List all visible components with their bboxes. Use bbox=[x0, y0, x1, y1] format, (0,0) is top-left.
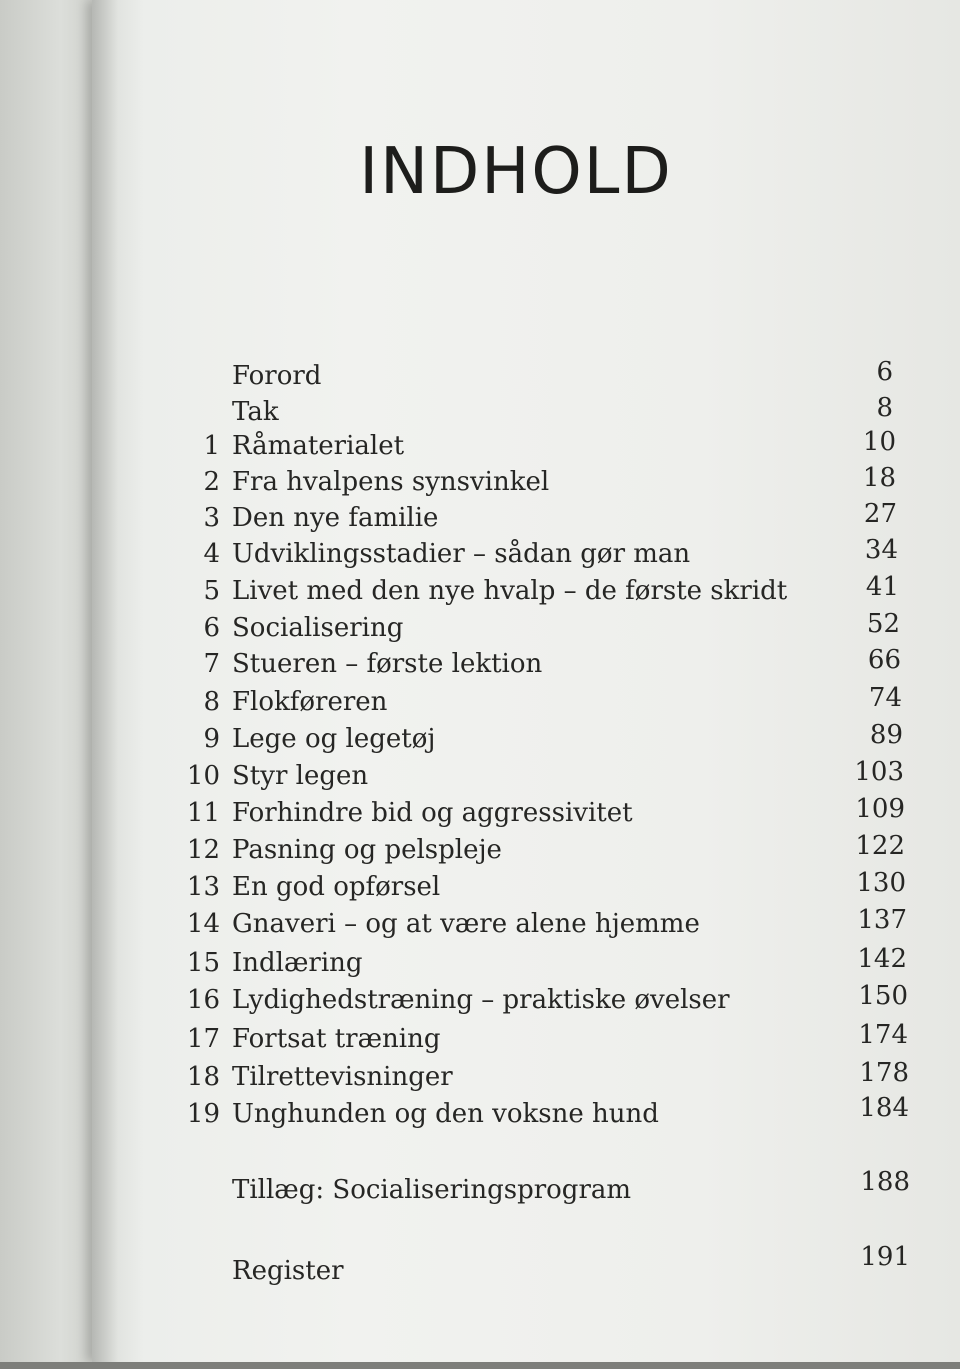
toc-chapter-row bbox=[0, 428, 960, 464]
toc-chapter-page: 89 bbox=[869, 720, 903, 750]
toc-chapter-number: 2 bbox=[203, 467, 220, 497]
toc-chapter-page: 130 bbox=[856, 868, 906, 898]
toc-chapter-row bbox=[0, 684, 960, 720]
toc-chapter-number: 7 bbox=[203, 649, 220, 679]
toc-chapter-label: Pasning og pelspleje bbox=[232, 835, 502, 865]
toc-chapter-number: 12 bbox=[186, 835, 220, 865]
toc-entry-register bbox=[0, 1242, 960, 1289]
toc-chapter-page: 52 bbox=[866, 609, 900, 639]
toc-chapter-label: Flokføreren bbox=[232, 687, 388, 717]
toc-chapter-row bbox=[0, 536, 960, 572]
toc-chapter-row bbox=[0, 610, 960, 646]
toc-chapter-row bbox=[0, 906, 960, 942]
toc-chapter-page: 34 bbox=[864, 535, 898, 565]
toc-chapter-page: 10 bbox=[862, 427, 896, 457]
toc-chapter-row bbox=[0, 869, 960, 905]
toc-chapter-label: Forhindre bid og aggressivitet bbox=[232, 798, 633, 828]
toc-chapter-label: Udviklingsstadier – sådan gør man bbox=[232, 539, 691, 569]
toc-chapter-label: Socialisering bbox=[232, 613, 404, 643]
toc-chapter-page: 150 bbox=[858, 981, 908, 1011]
toc-chapter-row bbox=[0, 945, 960, 981]
toc-chapter-page: 122 bbox=[855, 831, 905, 861]
toc-chapter-label: Indlæring bbox=[232, 948, 363, 978]
toc-entry-forord bbox=[0, 356, 960, 392]
toc-chapter-row bbox=[0, 721, 960, 757]
toc-chapter-row bbox=[0, 1059, 960, 1095]
toc-chapter-page: 178 bbox=[859, 1058, 909, 1088]
toc-chapter-label: Stueren – første lektion bbox=[232, 649, 543, 679]
toc-chapter-page: 41 bbox=[865, 572, 899, 602]
toc-chapter-page: 66 bbox=[867, 645, 901, 675]
toc-chapter-page: 142 bbox=[857, 944, 907, 974]
toc-entry-label: Tillæg: Socialiseringsprogram bbox=[232, 1175, 632, 1205]
toc-chapter-number: 14 bbox=[186, 909, 220, 939]
toc-chapter-label: Unghunden og den voksne hund bbox=[232, 1099, 659, 1129]
toc-chapter-label: Lege og legetøj bbox=[232, 724, 436, 754]
toc-entry-page: 191 bbox=[860, 1242, 910, 1272]
toc-entry-label: Forord bbox=[232, 361, 322, 391]
toc-chapter-number: 15 bbox=[186, 948, 220, 978]
toc-chapter-label: Lydighedstræning – praktiske øvelser bbox=[232, 985, 730, 1015]
toc-chapter-page: 103 bbox=[854, 757, 904, 787]
toc-chapter-label: Fra hvalpens synsvinkel bbox=[232, 467, 550, 497]
toc-chapter-label: Tilrettevisninger bbox=[232, 1062, 453, 1092]
toc-chapter-number: 11 bbox=[186, 798, 220, 828]
toc-chapter-number: 4 bbox=[203, 539, 220, 569]
toc-chapter-row bbox=[0, 464, 960, 500]
toc-chapter-number: 19 bbox=[186, 1099, 220, 1129]
toc-chapter-label: En god opførsel bbox=[232, 872, 441, 902]
toc-chapter-page: 174 bbox=[858, 1020, 908, 1050]
toc-chapter-label: Råmaterialet bbox=[232, 431, 405, 461]
toc-chapter-number: 10 bbox=[186, 761, 220, 791]
toc-chapter-row bbox=[0, 982, 960, 1018]
toc-chapter-page: 18 bbox=[862, 463, 896, 493]
toc-chapter-number: 16 bbox=[186, 985, 220, 1015]
toc-chapter-label: Fortsat træning bbox=[232, 1024, 441, 1054]
toc-entry-appendix bbox=[0, 1167, 960, 1208]
toc-chapter-row bbox=[0, 1021, 960, 1057]
toc-chapter-number: 3 bbox=[203, 503, 220, 533]
toc-chapter-row bbox=[0, 573, 960, 609]
toc-chapter-page: 137 bbox=[857, 905, 907, 935]
toc-chapter-number: 5 bbox=[203, 576, 220, 606]
toc-chapter-number: 8 bbox=[203, 687, 220, 717]
toc-chapter-page: 27 bbox=[863, 499, 897, 529]
toc-chapter-label: Gnaveri – og at være alene hjemme bbox=[232, 909, 700, 939]
toc-chapter-row bbox=[0, 646, 960, 682]
toc-entry-page: 8 bbox=[876, 393, 893, 423]
toc-entry-label: Tak bbox=[232, 397, 279, 427]
toc-chapter-page: 109 bbox=[855, 794, 905, 824]
toc-chapter-number: 13 bbox=[186, 872, 220, 902]
page-title: INDHOLD bbox=[359, 134, 673, 209]
toc-chapter-page: 184 bbox=[859, 1093, 909, 1123]
toc-chapter-row bbox=[0, 795, 960, 831]
toc-chapter-label: Styr legen bbox=[232, 761, 369, 791]
toc-chapter-number: 18 bbox=[186, 1062, 220, 1092]
toc-entry-page: 188 bbox=[860, 1167, 910, 1197]
toc-chapter-row bbox=[0, 832, 960, 868]
toc-chapter-number: 17 bbox=[186, 1024, 220, 1054]
toc-chapter-label: Den nye familie bbox=[232, 503, 439, 533]
toc-entry-page: 6 bbox=[876, 357, 893, 387]
toc-chapter-page: 74 bbox=[868, 683, 902, 713]
toc-entry-label: Register bbox=[232, 1256, 344, 1286]
toc-chapter-number: 6 bbox=[203, 613, 220, 643]
toc-chapter-number: 1 bbox=[203, 431, 220, 461]
toc-chapter-row bbox=[0, 1093, 960, 1132]
toc-entry-tak bbox=[0, 392, 960, 428]
toc-chapter-row bbox=[0, 500, 960, 536]
toc-chapter-label: Livet med den nye hvalp – de første skridt bbox=[232, 576, 788, 606]
toc-chapter-row bbox=[0, 758, 960, 794]
toc-chapter-number: 9 bbox=[203, 724, 220, 754]
